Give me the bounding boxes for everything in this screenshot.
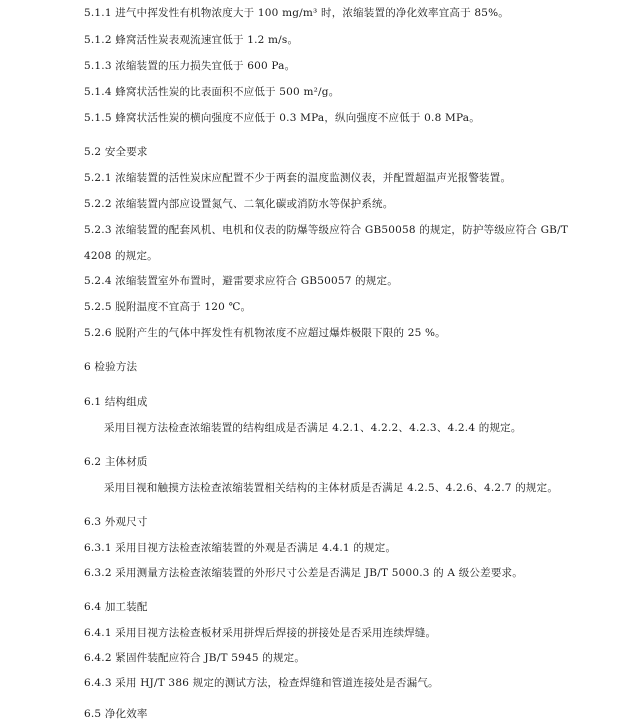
section-6-5-heading: 6.5 净化效率 <box>84 708 148 720</box>
clause-5-2-2: 5.2.2 浓缩装置内部应设置氮气、二氧化碳或消防水等保护系统。 <box>84 198 394 210</box>
clause-5-2-6: 5.2.6 脱附产生的气体中挥发性有机物浓度不应超过爆炸极限下限的 25 %。 <box>84 327 446 339</box>
clause-5-2-1: 5.2.1 浓缩装置的活性炭床应配置不少于两套的温度监测仪表，并配置超温声光报警装置。 <box>84 172 512 184</box>
section-6-1-heading: 6.1 结构组成 <box>84 396 148 408</box>
section-6-2-heading: 6.2 主体材质 <box>84 456 148 468</box>
section-5-2-heading: 5.2 安全要求 <box>84 146 148 158</box>
clause-5-1-3: 5.1.3 浓缩装置的压力损失宜低于 600 Pa。 <box>84 60 296 72</box>
clause-5-2-5: 5.2.5 脱附温度不宜高于 120 ℃。 <box>84 301 252 313</box>
clause-5-1-4: 5.1.4 蜂窝状活性炭的比表面积不应低于 500 m²/g。 <box>84 86 340 98</box>
clause-6-3-1: 6.3.1 采用目视方法检查浓缩装置的外观是否满足 4.4.1 的规定。 <box>84 542 397 554</box>
section-6-3-heading: 6.3 外观尺寸 <box>84 516 148 528</box>
clause-5-1-5: 5.1.5 蜂窝状活性炭的横向强度不应低于 0.3 MPa，纵向强度不应低于 0.8 MPa。 <box>84 112 480 124</box>
clause-6-4-2: 6.4.2 紧固件装配应符合 JB/T 5945 的规定。 <box>84 652 306 664</box>
section-6-2-text: 采用目视和触摸方法检查浓缩装置相关结构的主体材质是否满足 4.2.5、4.2.6、4.2.7 的规定。 <box>104 482 559 494</box>
clause-5-2-3-continued: 4208 的规定。 <box>84 250 158 262</box>
clause-6-4-1: 6.4.1 采用目视方法检查板材采用拼焊后焊接的拼接处是否采用连续焊缝。 <box>84 627 437 639</box>
clause-5-1-1: 5.1.1 进气中挥发性有机物浓度大于 100 mg/m³ 时，浓缩装置的净化效率宜高于 85%。 <box>84 7 509 19</box>
section-6-4-heading: 6.4 加工装配 <box>84 601 148 613</box>
clause-6-3-2: 6.3.2 采用测量方法检查浓缩装置的外形尺寸公差是否满足 JB/T 5000.3 的 A 级公差要求。 <box>84 567 523 579</box>
section-6-heading: 6 检验方法 <box>84 361 138 373</box>
section-6-1-text: 采用目视方法检查浓缩装置的结构组成是否满足 4.2.1、4.2.2、4.2.3、4.2.4 的规定。 <box>104 422 522 434</box>
clause-5-2-4: 5.2.4 浓缩装置室外布置时，避雷要求应符合 GB50057 的规定。 <box>84 275 398 287</box>
clause-6-4-3: 6.4.3 采用 HJ/T 386 规定的测试方法，检查焊缝和管道连接处是否漏气。 <box>84 677 439 689</box>
clause-5-2-3: 5.2.3 浓缩装置的配套风机、电机和仪表的防爆等级应符合 GB50058 的规定，防护等级应符合 GB/T <box>84 224 569 236</box>
clause-5-1-2: 5.1.2 蜂窝活性炭表观流速宜低于 1.2 m/s。 <box>84 34 299 46</box>
